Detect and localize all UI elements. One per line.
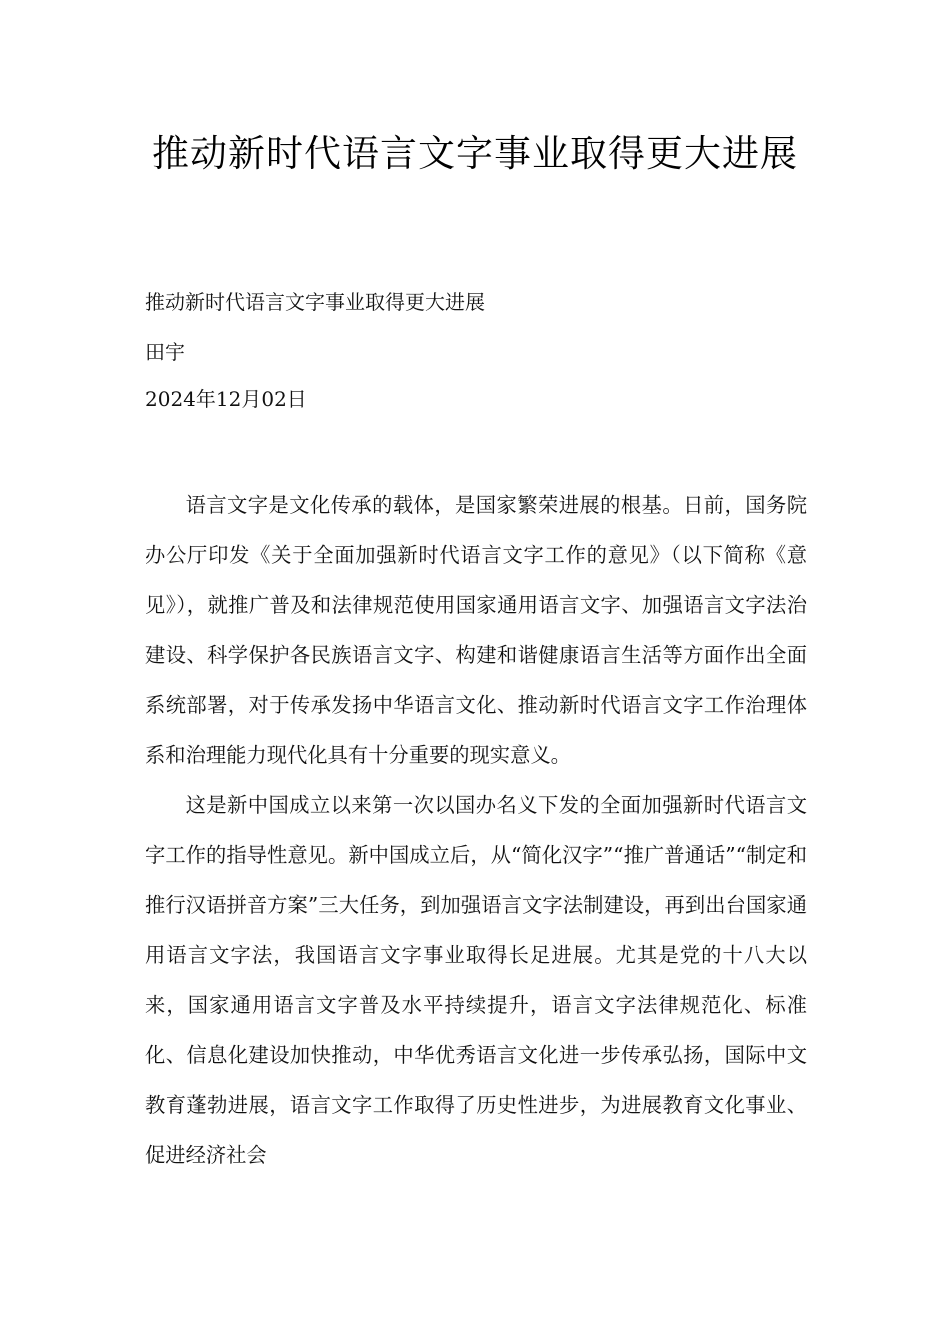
- author-name: 田宇: [145, 340, 185, 364]
- paragraph-1: 语言文字是文化传承的载体，是国家繁荣进展的根基。日前，国务院办公厅印发《关于全面加强新时代语言文字工作的意见》（以下简称《意见》），就推广普及和法律规范使用国家通用语言文字、加强语言文字法治建设、科学保护各民族语言文字、构建和谐健康语言生活等方面作出全面系统部署，对于传承发扬中华语言文化、推动新时代语言文字工作治理体系和治理能力现代化具有十分重要的现实意义。: [145, 493, 807, 767]
- paragraph-2: 这是新中国成立以来第一次以国办名义下发的全面加强新时代语言文字工作的指导性意见。新中国成立后，从“简化汉字”“推广普通话”“制定和推行汉语拼音方案”三大任务，到加强语言文字法制建设，再到出台国家通用语言文字法，我国语言文字事业取得长足进展。尤其是党的十八大以来，国家通用语言文字普及水平持续提升，语言文字法律规范化、标准化、信息化建设加快推动，中华优秀语言文化进一步传承弘扬，国际中文教育蓬勃进展，语言文字工作取得了历史性进步，为进展教育文化事业、促进经济社会: [145, 793, 807, 1167]
- article-body: [145, 480, 807, 1180]
- publish-date: 2024年12月02日: [145, 387, 307, 411]
- document-subtitle: 推动新时代语言文字事业取得更大进展: [145, 290, 485, 314]
- document-title: 推动新时代语言文字事业取得更大进展: [152, 132, 798, 175]
